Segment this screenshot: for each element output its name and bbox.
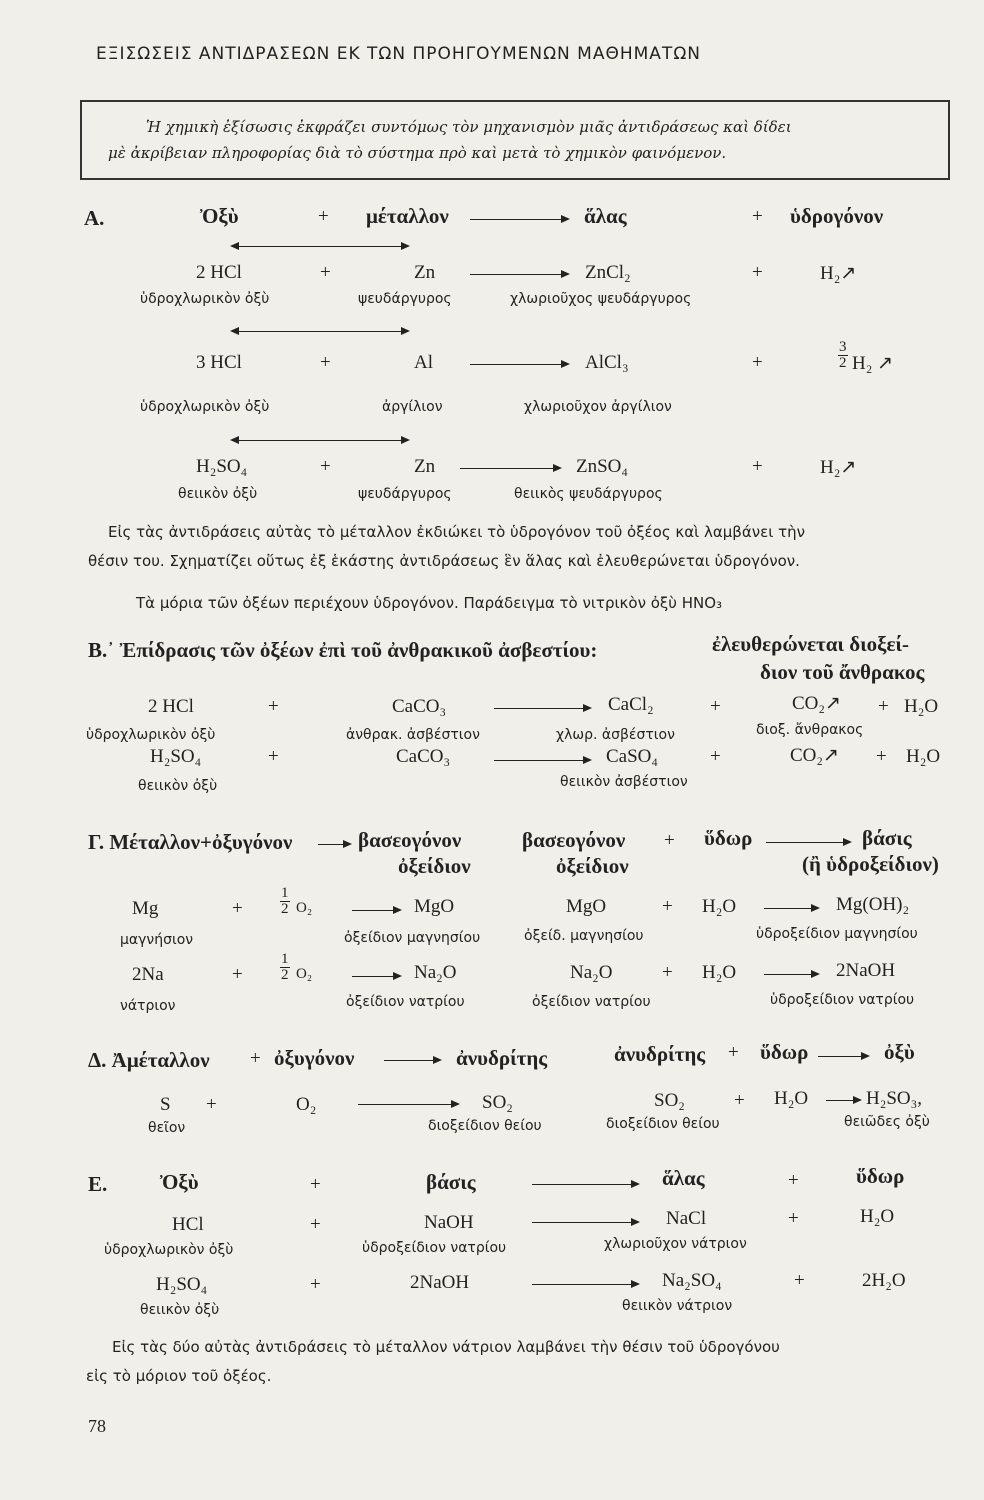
formula: H₂SO₄ — [196, 456, 248, 477]
compound-label: διοξείδιον θείου — [606, 1116, 720, 1132]
formula: 2 HCl — [196, 262, 242, 283]
formula: O₂ — [296, 1094, 317, 1115]
formula: CO₂↗ — [792, 693, 841, 714]
compound-label: θειικὸν νάτριον — [622, 1298, 733, 1314]
section-e-acid: Ὀξὺ — [160, 1170, 199, 1194]
compound-label: θειικὸς ψευδάργυρος — [514, 486, 663, 502]
reaction-arrow — [764, 908, 818, 909]
formula: Na₂O — [414, 962, 457, 983]
formula: Mg — [132, 898, 159, 919]
plus-sign: + — [310, 1274, 321, 1295]
reaction-arrow — [470, 219, 568, 220]
exchange-arrow — [232, 440, 408, 441]
formula: CaCO₃ — [396, 746, 451, 767]
compound-label: ὑδροχλωρικὸν ὀξὺ — [104, 1242, 234, 1258]
plus-sign: + — [752, 262, 763, 283]
compound-label: θειικὸν ὀξὺ — [138, 778, 218, 794]
section-a-metal: μέταλλον — [366, 204, 449, 228]
formula: MgO — [566, 896, 607, 917]
plus-sign: + — [320, 456, 331, 477]
paragraph: θέσιν του. Σχηματίζει οὕτως ἐξ ἑκάστης ἀντιδράσεως ἓν ἅλας καὶ ἐλευθερώνεται ὑδρογόνον. — [88, 552, 800, 570]
formula: AlCl₃ — [585, 352, 629, 373]
definition-line-1: Ἡ χημικὴ ἐξίσωσις ἐκφράζει συντόμως τὸν μηχανισμὸν μιᾶς ἀντιδράσεως καὶ δίδει — [146, 118, 792, 136]
reaction-arrow — [818, 1056, 868, 1057]
section-d-heading: Δ. Ἀμέταλλον — [88, 1048, 210, 1072]
section-b-heading: Β.᾿ Ἐπίδρασις τῶν ὀξέων ἐπὶ τοῦ ἀνθρακικοῦ ἀσβεστίου: — [88, 638, 598, 662]
plus-sign: + — [232, 898, 243, 919]
section-e-letter: Ε. — [88, 1172, 108, 1196]
reaction-arrow — [766, 842, 850, 843]
section-d-water: ὕδωρ — [760, 1040, 809, 1064]
compound-label: θεῖον — [148, 1120, 186, 1136]
compound-label: διοξ. ἄνθρακος — [756, 722, 864, 738]
section-b-heading-right: ἐλευθερώνεται διοξεί- — [712, 632, 909, 656]
section-c-base: βάσις — [862, 826, 912, 850]
plus-sign: + — [710, 696, 721, 717]
compound-label: ὑδροχλωρικὸν ὀξὺ — [140, 291, 270, 307]
section-a-salt: ἅλας — [584, 204, 627, 228]
compound-label: ψευδάργυρος — [358, 291, 452, 307]
reaction-arrow — [460, 468, 560, 469]
paragraph: Τὰ μόρια τῶν ὀξέων περιέχουν ὑδρογόνον. Παράδειγμα τὸ νιτρικὸν ὀξὺ HNO₃ — [136, 594, 723, 612]
exchange-arrow — [232, 246, 408, 247]
plus-sign: + — [310, 1174, 321, 1195]
formula: 2Na — [132, 964, 164, 985]
compound-label: ὑδροξείδιον μαγνησίου — [756, 926, 918, 942]
definition-line-2: μὲ ἀκρίβειαν πληροφορίας διὰ τὸ σύστημα πρὸ καὶ μετὰ τὸ χημικὸν φαινόμενον. — [108, 144, 727, 162]
formula: ZnSO₄ — [576, 456, 629, 477]
section-c-basic-oxide: βασεογόνον — [358, 828, 462, 852]
formula: H₂O — [904, 696, 939, 717]
compound-label: διοξείδιον θείου — [428, 1118, 542, 1134]
formula: 2NaOH — [410, 1272, 470, 1293]
formula: Zn — [414, 262, 436, 283]
section-d-acid: ὀξὺ — [884, 1040, 915, 1064]
compound-label: ὀξείδιον μαγνησίου — [344, 930, 481, 946]
page-number: 78 — [88, 1416, 106, 1436]
plus-sign: + — [734, 1090, 745, 1111]
formula: O₂ — [296, 900, 313, 916]
plus-sign: + — [878, 696, 889, 717]
formula: CaCO₃ — [392, 696, 447, 717]
reaction-arrow — [764, 974, 818, 975]
reaction-arrow — [358, 1104, 458, 1105]
reaction-arrow — [352, 910, 400, 911]
plus-sign: + — [232, 964, 243, 985]
reaction-arrow — [352, 976, 400, 977]
section-c-water: ὕδωρ — [704, 826, 753, 850]
plus-sign: + — [250, 1048, 261, 1069]
section-c-base: (ἢ ὑδροξείδιον) — [802, 852, 939, 876]
fraction: 1 2 — [281, 885, 289, 917]
compound-label: χλωριοῦχον νάτριον — [604, 1236, 747, 1252]
paragraph: Εἰς τὰς δύο αὐτὰς ἀντιδράσεις τὸ μέταλλον νάτριον λαμβάνει τὴν θέσιν τοῦ ὑδρογόνου — [112, 1338, 780, 1356]
section-c-basic-oxide: ὀξείδιον — [556, 854, 629, 878]
fraction: 3 2 — [839, 339, 847, 371]
compound-label: χλωριοῦχος ψευδάργυρος — [510, 291, 692, 307]
plus-sign: + — [662, 896, 673, 917]
formula: 2 HCl — [148, 696, 194, 717]
plus-sign: + — [268, 746, 279, 767]
compound-label: ψευδάργυρος — [358, 486, 452, 502]
formula: SO₂ — [482, 1092, 513, 1113]
formula: H₂SO₃, — [866, 1088, 923, 1109]
formula: H₂↗ — [820, 457, 857, 478]
formula: H₂SO₄ — [150, 746, 202, 767]
section-e-water: ὕδωρ — [856, 1164, 905, 1188]
formula: Mg(OH)₂ — [836, 894, 910, 915]
plus-sign: + — [788, 1170, 799, 1191]
plus-sign: + — [788, 1208, 799, 1229]
section-d-anhydride: ἀνυδρίτης — [456, 1046, 548, 1070]
compound-label: χλωριοῦχον ἀργίλιον — [524, 399, 672, 415]
plus-sign: + — [664, 830, 675, 851]
plus-sign: + — [662, 962, 673, 983]
compound-label: ὀξείδιον νατρίου — [346, 994, 465, 1010]
reaction-arrow — [532, 1184, 638, 1185]
formula: H₂O — [860, 1206, 895, 1227]
section-a-acid: Ὀξὺ — [200, 204, 239, 228]
compound-label: μαγνήσιον — [120, 932, 194, 948]
plus-sign: + — [320, 352, 331, 373]
fraction: 1 2 — [281, 951, 289, 983]
section-e-salt: ἅλας — [662, 1166, 705, 1190]
compound-label: ἀργίλιον — [382, 399, 443, 415]
formula: H₂SO₄ — [156, 1274, 208, 1295]
compound-label: θειικὸν ἀσβέστιον — [560, 774, 688, 790]
formula: H₂O — [906, 746, 941, 767]
section-b-heading-right: διον τοῦ ἄνθρακος — [760, 660, 925, 684]
plus-sign: + — [206, 1094, 217, 1115]
reaction-arrow — [532, 1284, 638, 1285]
section-c-basic-oxide: βασεογόνον — [522, 828, 626, 852]
formula: 2NaOH — [836, 960, 896, 981]
formula: ZnCl₂ — [585, 262, 631, 283]
reaction-arrow — [470, 364, 568, 365]
compound-label: νάτριον — [120, 998, 176, 1014]
section-a-hydrogen: ὑδρογόνον — [790, 204, 884, 228]
formula: S — [160, 1094, 171, 1115]
compound-label: ὀξείδ. μαγνησίου — [524, 928, 644, 944]
plus-sign: + — [794, 1270, 805, 1291]
plus-sign: + — [710, 746, 721, 767]
plus-sign: + — [318, 206, 329, 227]
reaction-arrow — [318, 844, 350, 845]
reaction-arrow — [826, 1100, 860, 1101]
formula: NaOH — [424, 1212, 474, 1233]
formula: H₂O — [702, 962, 737, 983]
compound-label: ὑδροξείδιον νατρίου — [770, 992, 915, 1008]
formula: NaCl — [666, 1208, 707, 1229]
formula: CO₂↗ — [790, 745, 839, 766]
section-c-heading: Γ. Μέταλλον+ὀξυγόνον — [88, 830, 293, 854]
plus-sign: + — [320, 262, 331, 283]
section-e-base: βάσις — [426, 1170, 476, 1194]
compound-label: ὑδροξείδιον νατρίου — [362, 1240, 507, 1256]
compound-label: ὑδροχλωρικὸν ὀξὺ — [86, 727, 216, 743]
plus-sign: + — [268, 696, 279, 717]
reaction-arrow — [470, 274, 568, 275]
plus-sign: + — [752, 456, 763, 477]
formula: CaSO₄ — [606, 746, 659, 767]
formula: Zn — [414, 456, 436, 477]
section-a-letter: Α. — [84, 206, 105, 230]
compound-label: ἀνθρακ. ἀσβέστιον — [346, 727, 480, 743]
reaction-arrow — [532, 1222, 638, 1223]
plus-sign: + — [728, 1042, 739, 1063]
plus-sign: + — [876, 746, 887, 767]
page-title: ΕΞΙΣΩΣΕΙΣ ΑΝΤΙΔΡΑΣΕΩΝ ΕΚ ΤΩΝ ΠΡΟΗΓΟΥΜΕΝΩΝ ΜΑΘΗΜΑΤΩΝ — [96, 44, 702, 64]
section-d-anhydride: ἀνυδρίτης — [614, 1042, 706, 1066]
formula: SO₂ — [654, 1090, 685, 1111]
formula: HCl — [172, 1214, 204, 1235]
formula: MgO — [414, 896, 455, 917]
paragraph: εἰς τὸ μόριον τοῦ ὀξέος. — [86, 1367, 272, 1385]
formula: Al — [414, 352, 433, 373]
paragraph: Εἰς τὰς ἀντιδράσεις αὐτὰς τὸ μέταλλον ἐκδιώκει τὸ ὑδρογόνον τοῦ ὀξέος καὶ λαμβάνει τὴν — [108, 523, 806, 541]
compound-label: ὑδροχλωρικὸν ὀξὺ — [140, 399, 270, 415]
formula: H₂↗ — [820, 263, 857, 284]
plus-sign: + — [752, 352, 763, 373]
formula: H₂O — [702, 896, 737, 917]
plus-sign: + — [752, 206, 763, 227]
plus-sign: + — [310, 1214, 321, 1235]
reaction-arrow — [384, 1060, 440, 1061]
formula: H₂O — [774, 1088, 809, 1109]
compound-label: χλωρ. ἀσβέστιον — [556, 727, 675, 743]
formula: 3 HCl — [196, 352, 242, 373]
reaction-arrow — [494, 708, 590, 709]
formula: H₂ ↗ — [852, 353, 894, 374]
formula: CaCl₂ — [608, 694, 654, 715]
compound-label: ὀξείδιον νατρίου — [532, 994, 651, 1010]
formula: O₂ — [296, 966, 313, 982]
definition-box — [80, 100, 950, 180]
reaction-arrow — [494, 760, 590, 761]
formula: Na₂O — [570, 962, 613, 983]
formula: 2H₂O — [862, 1270, 906, 1291]
compound-label: θειικὸν ὀξὺ — [140, 1302, 220, 1318]
section-d-oxygen: ὀξυγόνον — [274, 1046, 355, 1070]
section-c-basic-oxide: ὀξείδιον — [398, 854, 471, 878]
compound-label: θειῶδες ὀξὺ — [844, 1114, 930, 1130]
exchange-arrow — [232, 331, 408, 332]
compound-label: θειικὸν ὀξὺ — [178, 486, 258, 502]
formula: Na₂SO₄ — [662, 1270, 722, 1291]
